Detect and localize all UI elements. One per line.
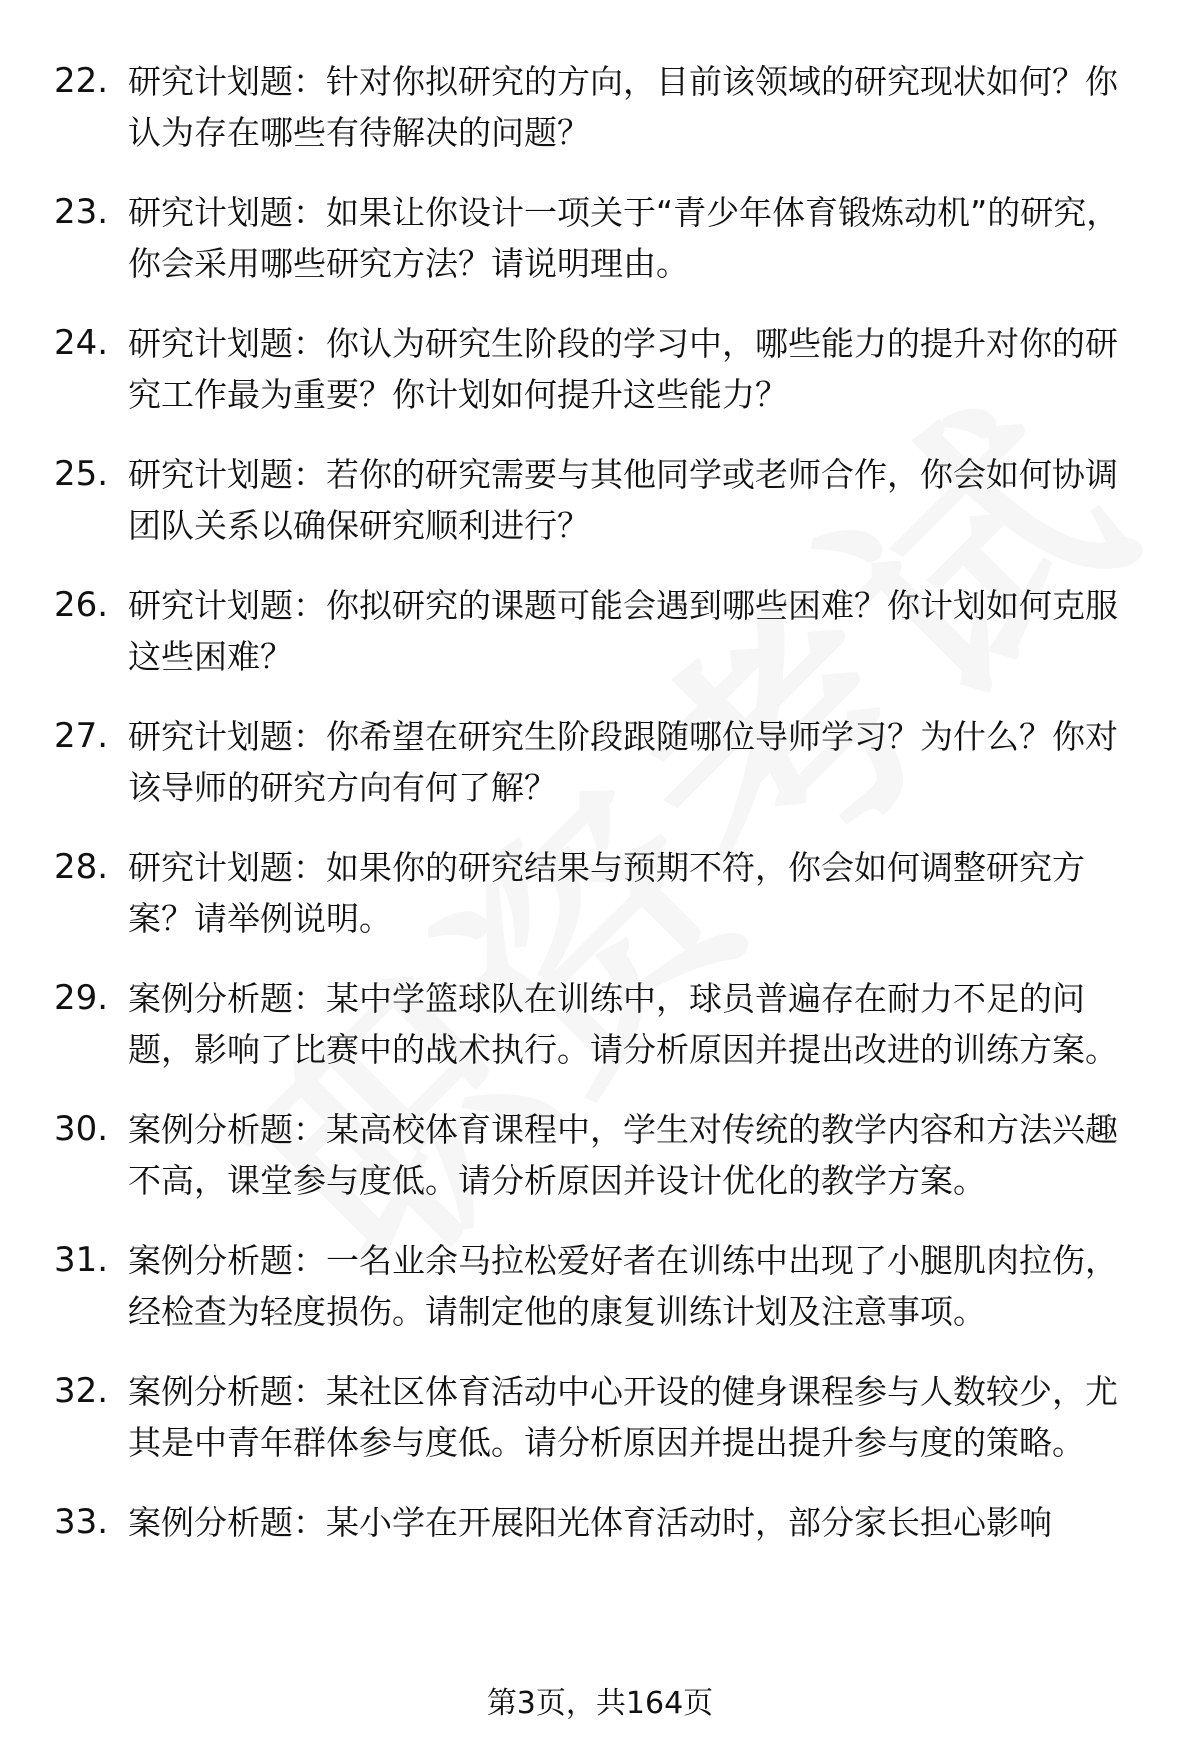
- question-number: 30.: [54, 1109, 109, 1149]
- question-text: 研究计划题：针对你拟研究的方向，目前该领域的研究现状如何？你认为存在哪些有待解决的问题？: [128, 62, 1118, 152]
- question-text: 案例分析题：某高校体育课程中，学生对传统的教学内容和方法兴趣不高，课堂参与度低。请分析原因并设计优化的教学方案。: [128, 1110, 1118, 1200]
- question-number: 28.: [54, 847, 109, 887]
- question-number: 25.: [54, 454, 109, 494]
- question-text: 研究计划题：如果你的研究结果与预期不符，你会如何调整研究方案？请举例说明。: [128, 848, 1085, 938]
- question-text: 研究计划题：你认为研究生阶段的学习中，哪些能力的提升对你的研究工作最为重要？你计划如何提升这些能力？: [128, 324, 1118, 414]
- question-number: 24.: [54, 323, 109, 363]
- question-item: [0, 973, 1200, 1075]
- question-text: 研究计划题：你拟研究的课题可能会遇到哪些困难？你计划如何克服这些困难？: [128, 586, 1118, 676]
- question-item: [0, 449, 1200, 551]
- question-item: [0, 187, 1200, 289]
- question-number: 31.: [54, 1240, 109, 1280]
- question-item: [0, 318, 1200, 420]
- question-number: 27.: [54, 716, 109, 756]
- question-text: 案例分析题：某小学在开展阳光体育活动时，部分家长担心影响: [128, 1503, 1052, 1542]
- question-item: [0, 56, 1200, 158]
- question-text: 研究计划题：若你的研究需要与其他同学或老师合作，你会如何协调团队关系以确保研究顺利进行？: [128, 455, 1118, 545]
- question-item: [0, 1235, 1200, 1337]
- question-item: [0, 711, 1200, 813]
- question-number: 32.: [54, 1371, 109, 1411]
- question-number: 33.: [54, 1502, 109, 1542]
- question-number: 22.: [54, 61, 109, 101]
- question-item: [0, 1497, 1200, 1597]
- question-number: 29.: [54, 978, 109, 1018]
- question-text: 案例分析题：某社区体育活动中心开设的健身课程参与人数较少，尤其是中青年群体参与度低。请分析原因并提出提升参与度的策略。: [128, 1372, 1118, 1462]
- question-text: 案例分析题：一名业余马拉松爱好者在训练中出现了小腿肌肉拉伤，经检查为轻度损伤。请制定他的康复训练计划及注意事项。: [128, 1241, 1118, 1331]
- question-item: [0, 1366, 1200, 1468]
- question-list: [0, 56, 1200, 1626]
- question-text: 研究计划题：你希望在研究生阶段跟随哪位导师学习？为什么？你对该导师的研究方向有何了解？: [128, 717, 1118, 807]
- question-item: [0, 580, 1200, 682]
- question-text: 研究计划题：如果让你设计一项关于“青少年体育锻炼动机”的研究，你会采用哪些研究方法？请说明理由。: [128, 193, 1120, 283]
- question-number: 26.: [54, 585, 109, 625]
- question-number: 23.: [54, 192, 109, 232]
- question-item: [0, 842, 1200, 944]
- question-text: 案例分析题：某中学篮球队在训练中，球员普遍存在耐力不足的问题，影响了比赛中的战术执行。请分析原因并提出改进的训练方案。: [128, 979, 1118, 1069]
- question-item: [0, 1104, 1200, 1206]
- page-footer: 第3页，共164页: [486, 1686, 714, 1721]
